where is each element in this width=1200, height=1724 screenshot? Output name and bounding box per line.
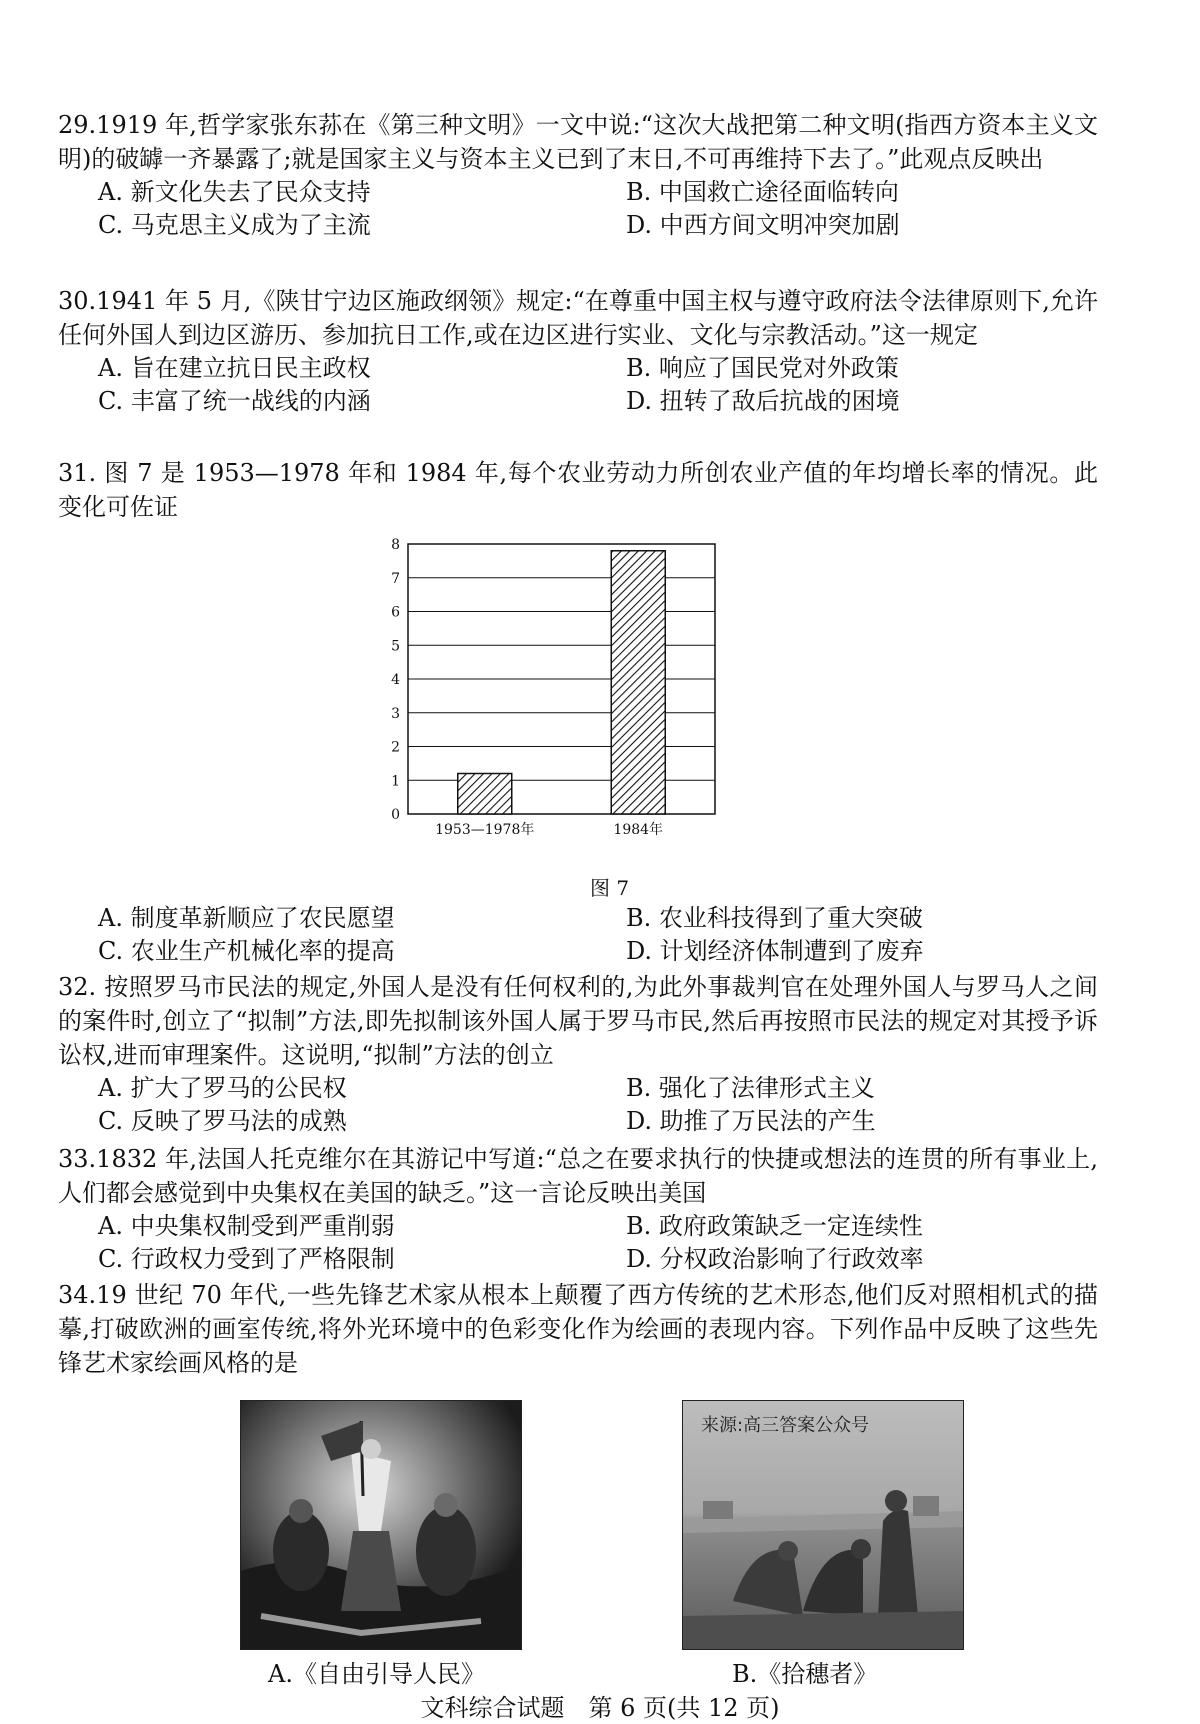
option-b[interactable]: B. 中国救亡途径面临转向 <box>626 178 899 206</box>
option-c[interactable]: C. 丰富了统一战线的内涵 <box>98 387 371 415</box>
option-b[interactable]: B. 响应了国民党对外政策 <box>626 354 899 382</box>
option-d[interactable]: D. 中西方间文明冲突加剧 <box>626 211 900 239</box>
option-c[interactable]: C. 农业生产机械化率的提高 <box>98 937 395 965</box>
x-tick-label: 1984年 <box>613 822 664 838</box>
options <box>58 176 1098 242</box>
painting-image <box>241 1401 521 1649</box>
bar <box>611 551 665 814</box>
figure-caption: 图 7 <box>590 876 630 900</box>
painting-liberty-leading-the-people[interactable] <box>240 1400 522 1650</box>
question-30 <box>58 284 1098 418</box>
question-stem: 33.1832 年,法国人托克维尔在其游记中写道:“总之在要求执行的快捷或想法的连贯的所有事业上,人们都会感觉到中央集权在美国的缺乏。”这一言论反映出美国 <box>58 1145 1098 1207</box>
y-tick-label: 1 <box>391 773 400 790</box>
question-stem: 32. 按照罗马市民法的规定,外国人是没有任何权利的,为此外事裁判官在处理外国人与罗马人之间的案件时,创立了“拟制”方法,即先拟制该外国人属于罗马市民,然后再按照市民法的规定对其授予诉讼权,进而审理案件。这说明,“拟制”方法的创立 <box>58 973 1098 1069</box>
option-b[interactable]: B. 农业科技得到了重大突破 <box>626 904 923 932</box>
options <box>58 1210 1098 1276</box>
option-c[interactable]: C. 反映了罗马法的成熟 <box>98 1107 347 1135</box>
watermark-text: 来源:高三答案公众号 <box>701 1415 870 1436</box>
painting-the-gleaners[interactable] <box>682 1400 964 1650</box>
option-d[interactable]: D. 助推了万民法的产生 <box>626 1107 876 1135</box>
option-a[interactable]: A. 制度革新顺应了农民愿望 <box>98 904 395 932</box>
question-32 <box>58 970 1098 1138</box>
x-tick-label: 1953—1978年 <box>435 822 535 838</box>
question-34 <box>58 1278 1098 1380</box>
y-tick-label: 4 <box>391 672 400 688</box>
question-29 <box>58 108 1098 242</box>
option-d[interactable]: D. 计划经济体制遭到了废弃 <box>626 937 924 965</box>
option-d[interactable]: D. 扭转了敌后抗战的困境 <box>626 387 900 415</box>
y-tick-label: 7 <box>391 570 400 587</box>
question-stem: 29.1919 年,哲学家张东荪在《第三种文明》一文中说:“这次大战把第二种文明(指西方资本主义文明)的破罅一齐暴露了;就是国家主义与资本主义已到了末日,不可再维持下去了。”此观点反映出 <box>58 111 1098 173</box>
option-a[interactable]: A. 中央集权制受到严重削弱 <box>98 1212 395 1240</box>
options <box>58 352 1098 418</box>
option-a[interactable]: A. 旨在建立抗日民主政权 <box>98 354 371 382</box>
painting-a-caption: A.《自由引导人民》 <box>268 1660 485 1688</box>
option-d[interactable]: D. 分权政治影响了行政效率 <box>626 1245 924 1273</box>
painting-image <box>683 1401 963 1649</box>
y-tick-label: 2 <box>391 739 400 756</box>
page-footer: 文科综合试题 第 6 页(共 12 页) <box>420 1694 780 1722</box>
option-b[interactable]: B. 强化了法律形式主义 <box>626 1074 875 1102</box>
y-tick-label: 3 <box>391 705 400 722</box>
y-tick-label: 6 <box>391 604 400 621</box>
option-a[interactable]: A. 新文化失去了民众支持 <box>98 178 371 206</box>
option-c[interactable]: C. 马克思主义成为了主流 <box>98 211 371 239</box>
question-stem: 31. 图 7 是 1953—1978 年和 1984 年,每个农业劳动力所创农业产值的年均增长率的情况。此变化可佐证 <box>58 459 1098 521</box>
option-a[interactable]: A. 扩大了罗马的公民权 <box>98 1074 347 1102</box>
bar <box>458 774 512 815</box>
question-31 <box>58 456 1098 524</box>
y-tick-label: 5 <box>391 638 400 655</box>
options <box>58 1072 1098 1138</box>
question-33 <box>58 1142 1098 1276</box>
options <box>58 902 1098 968</box>
question-stem: 30.1941 年 5 月,《陕甘宁边区施政纲领》规定:“在尊重中国主权与遵守政府法令法律原则下,允许任何外国人到边区游历、参加抗日工作,或在边区进行实业、文化与宗教活动。”这一规定 <box>58 287 1098 349</box>
question-stem: 34.19 世纪 70 年代,一些先锋艺术家从根本上颠覆了西方传统的艺术形态,他们反对照相机式的描摹,打破欧洲的画室传统,将外光环境中的色彩变化作为绘画的表现内容。下列作品中反映了这些先锋艺术家绘画风格的是 <box>58 1281 1098 1377</box>
option-c[interactable]: C. 行政权力受到了严格限制 <box>98 1245 395 1273</box>
painting-b-caption: B.《拾穗者》 <box>732 1660 878 1688</box>
question-31-options <box>58 902 1098 968</box>
y-tick-label: 0 <box>391 807 400 823</box>
y-tick-label: 8 <box>391 537 400 553</box>
option-b[interactable]: B. 政府政策缺乏一定连续性 <box>626 1212 923 1240</box>
